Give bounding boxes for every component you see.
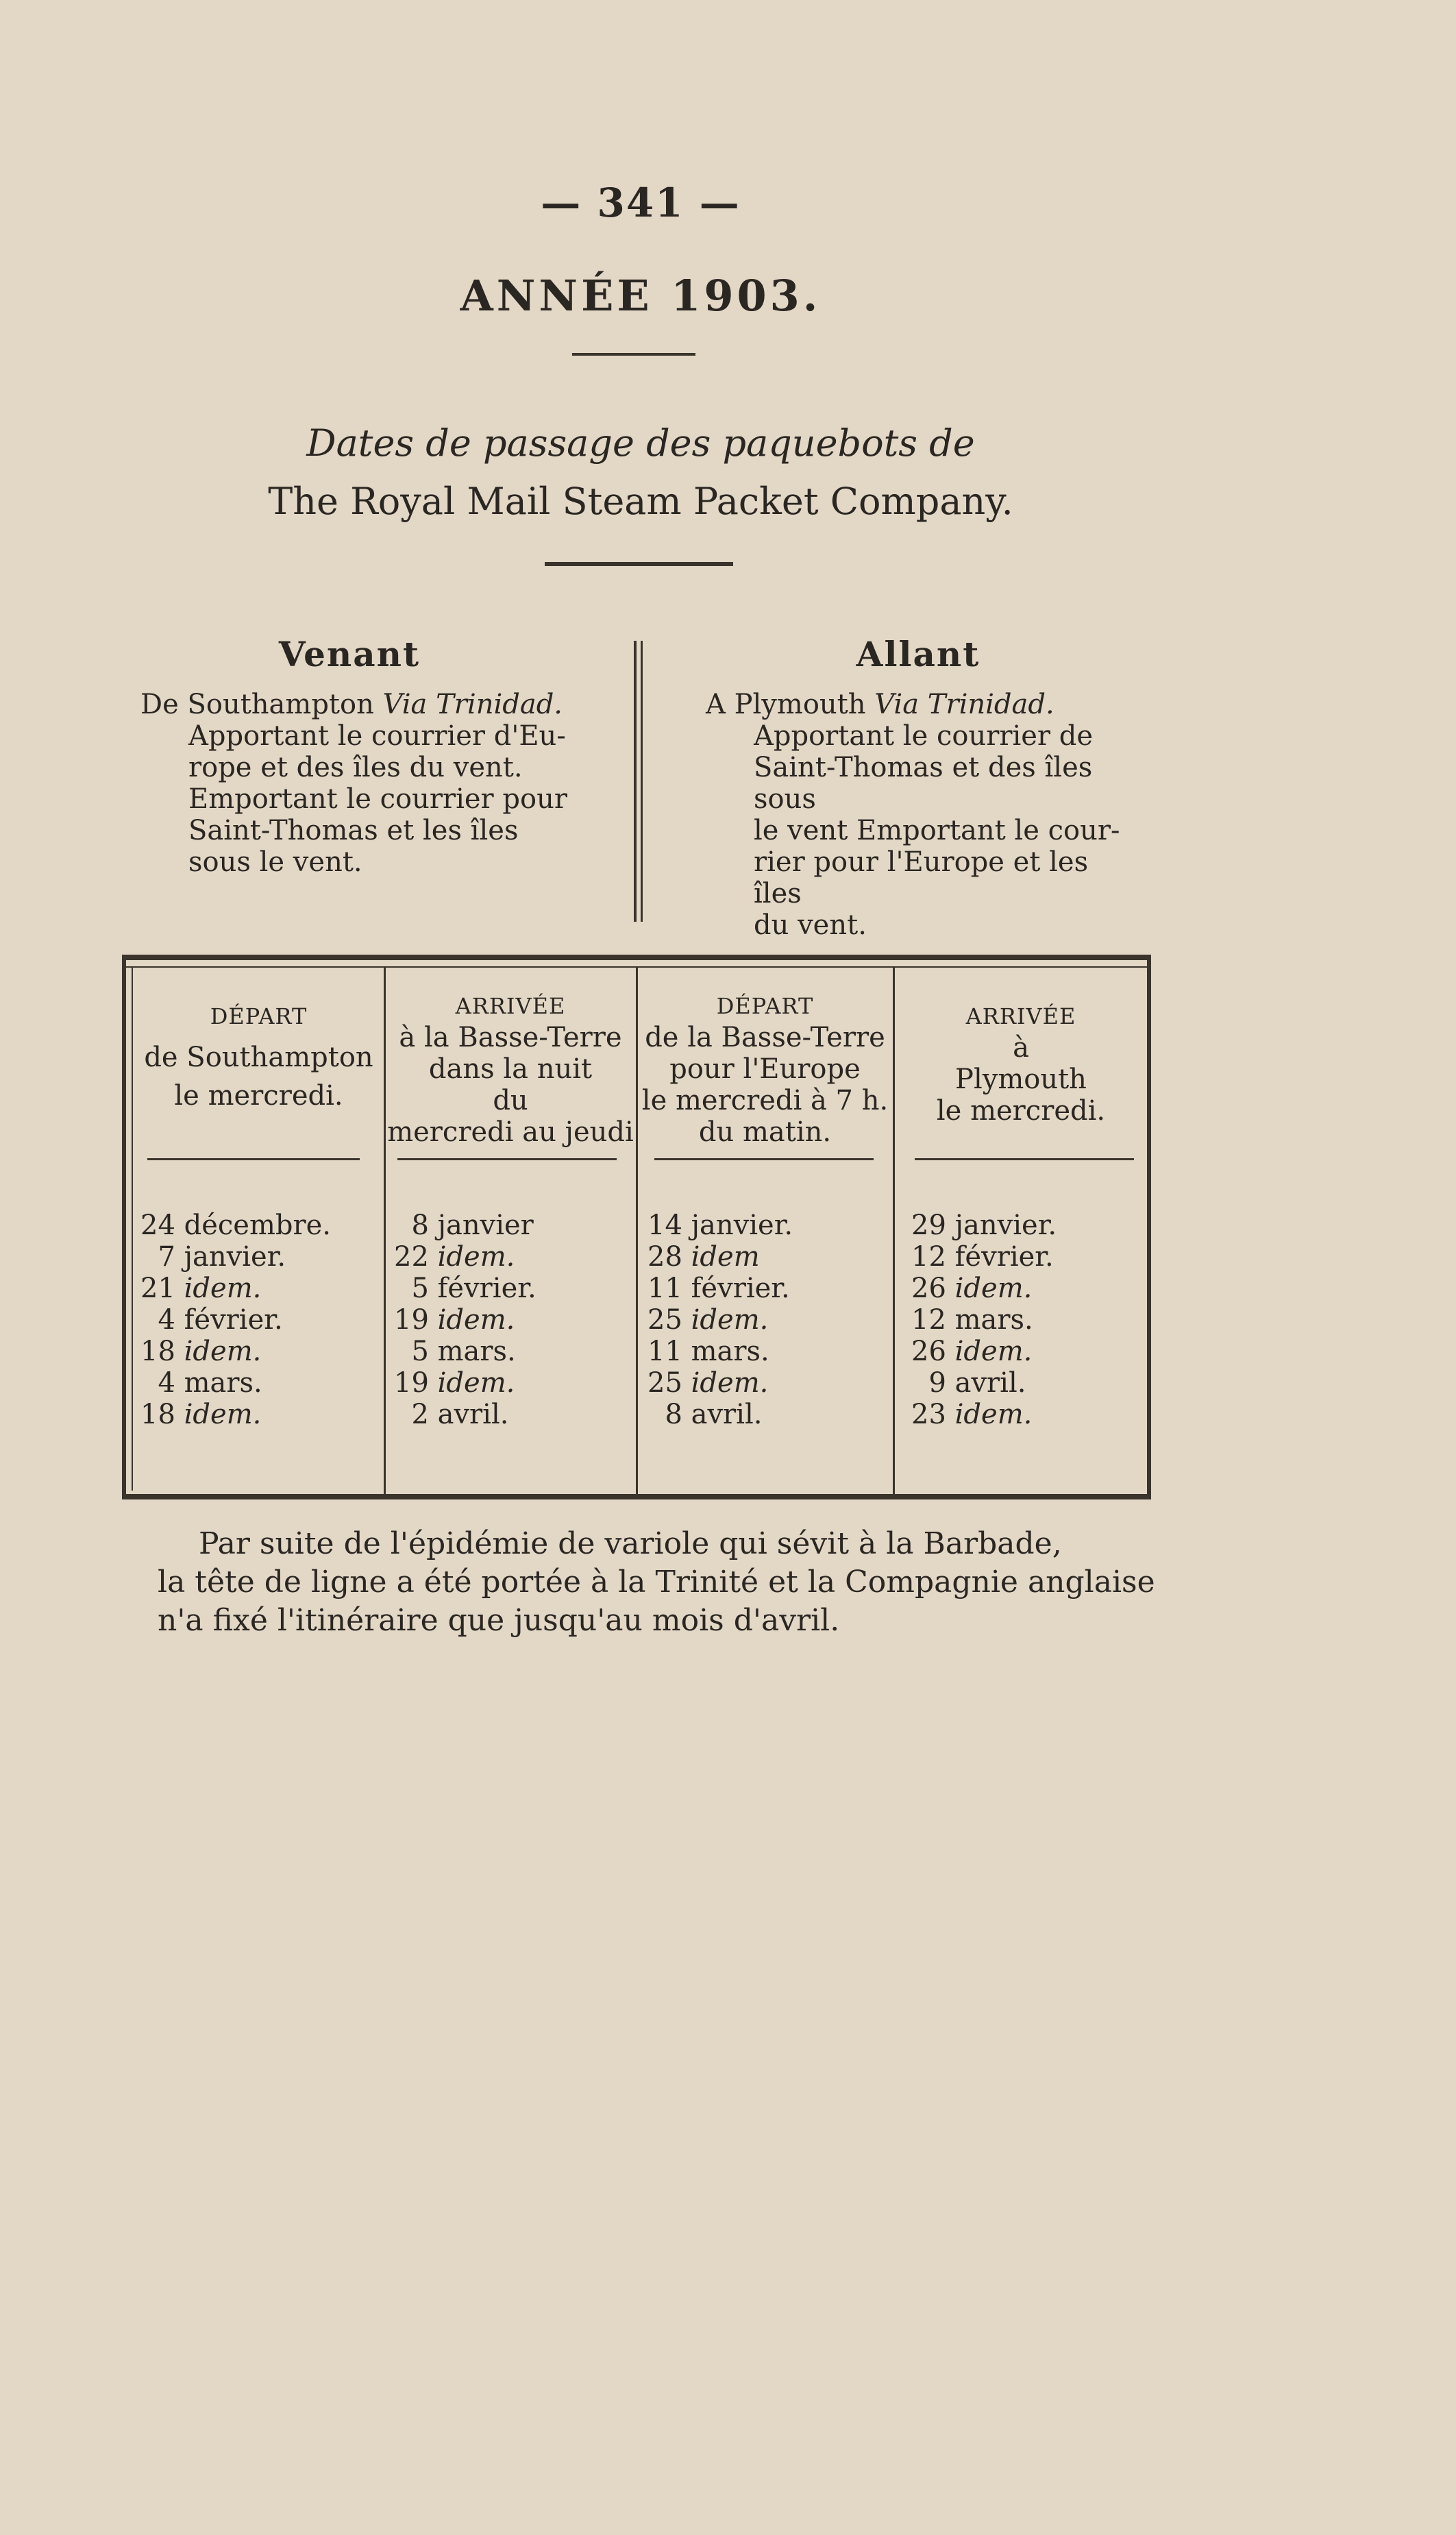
footnote-line: n'a fixé l'itinéraire que jusqu'au mois d'avril. [158, 1603, 840, 1638]
allant-paragraph [706, 689, 1144, 941]
venant-line: Apportant le courrier d'Eu- [188, 720, 566, 752]
table-cell: 11 mars. [647, 1336, 769, 1367]
allant-line: Apportant le courrier de [754, 720, 1094, 752]
intro-line-2: The Royal Mail Steam Packet Company. [268, 480, 1013, 523]
venant-line: Saint-Thomas et les îles [188, 815, 519, 846]
table-cell: 2 avril. [411, 1399, 509, 1430]
table-cell: 22 idem. [394, 1241, 515, 1273]
allant-line: du vent. [754, 909, 867, 941]
table-cell: 19 idem. [394, 1304, 515, 1336]
footnote-paragraph [158, 1525, 1165, 1640]
table-left-border [122, 955, 126, 1499]
venant-line: sous le vent. [188, 846, 362, 878]
table-cell: 21 idem. [140, 1273, 262, 1304]
table-cell: 28 idem [647, 1241, 760, 1273]
allant-heading: Allant [856, 634, 980, 674]
header-depart-southampton: DÉPART de Southampton le mercredi. [144, 1003, 373, 1112]
column-divider [634, 641, 637, 922]
footnote-line: la tête de ligne a été portée à la Trinité et la Compagnie anglaise [158, 1565, 1155, 1600]
table-cell: 23 idem. [911, 1399, 1033, 1430]
table-cell: 25 idem. [647, 1304, 769, 1336]
table-cell: 26 idem. [911, 1273, 1033, 1304]
table-cell: 24 décembre. [140, 1210, 332, 1241]
header-underline [654, 1158, 874, 1160]
divider-medium [545, 562, 733, 566]
table-cell: 9 avril. [928, 1367, 1026, 1399]
venant-line: rope et des îles du vent. [188, 752, 523, 783]
footnote-line: Par suite de l'épidémie de variole qui sévit à la Barbade, [199, 1526, 1062, 1561]
header-underline [915, 1158, 1134, 1160]
table-cell: 26 idem. [911, 1336, 1033, 1367]
table-cell: 7 janvier. [158, 1241, 286, 1273]
year-heading: ANNÉE 1903. [460, 271, 822, 321]
col-arrivee-basse-terre [394, 1210, 536, 1430]
venant-line: Emportant le courrier pour [188, 783, 567, 815]
table-cell: 14 janvier. [647, 1210, 793, 1241]
col-depart-basse-terre [647, 1210, 793, 1430]
header-depart-basse-terre: DÉPART de la Basse-Terre pour l'Europe le mercredi à 7 h. du matin. [641, 993, 889, 1148]
table-left-border-inner [132, 966, 133, 1491]
table-cell: 11 février. [647, 1273, 790, 1304]
allant-line: le vent Emportant le cour- [754, 815, 1120, 846]
table-cell: 8 avril. [665, 1399, 763, 1430]
column-divider [641, 641, 643, 922]
divider-short [572, 353, 695, 356]
venant-first-line: De Southampton Via Trinidad. [140, 689, 563, 720]
table-cell: 19 idem. [394, 1367, 515, 1399]
table-cell: 18 idem. [140, 1399, 262, 1430]
table-cell: 29 janvier. [911, 1210, 1057, 1241]
col-depart-southampton [140, 1210, 331, 1430]
table-cell: 4 mars. [158, 1367, 262, 1399]
intro-line-1: Dates de passage des paquebots de [306, 421, 975, 465]
header-arrivee-basse-terre: ARRIVÉE à la Basse-Terre dans la nuit du mercredi au jeudi [387, 993, 634, 1148]
table-cell: 12 mars. [911, 1304, 1033, 1336]
table-top-border [122, 955, 1151, 960]
venant-paragraph [140, 689, 579, 878]
table-cell: 5 mars. [411, 1336, 516, 1367]
header-underline [397, 1158, 617, 1160]
table-cell: 25 idem. [647, 1367, 769, 1399]
col-arrivee-plymouth [911, 1210, 1057, 1430]
page-number: — 341 — [541, 180, 741, 226]
table-cell: 8 janvier [411, 1210, 534, 1241]
header-underline [147, 1158, 360, 1160]
header-arrivee-plymouth: ARRIVÉE à Plymouth le mercredi. [936, 1003, 1106, 1127]
allant-line: rier pour l'Europe et les îles [754, 846, 1089, 909]
table-cell: 18 idem. [140, 1336, 262, 1367]
allant-line: Saint-Thomas et des îles sous [754, 752, 1093, 815]
table-cell: 5 février. [411, 1273, 536, 1304]
table-cell: 12 février. [911, 1241, 1054, 1273]
venant-heading: Venant [278, 634, 421, 674]
allant-first-line: A Plymouth Via Trinidad. [706, 689, 1054, 720]
table-cell: 4 février. [158, 1304, 283, 1336]
